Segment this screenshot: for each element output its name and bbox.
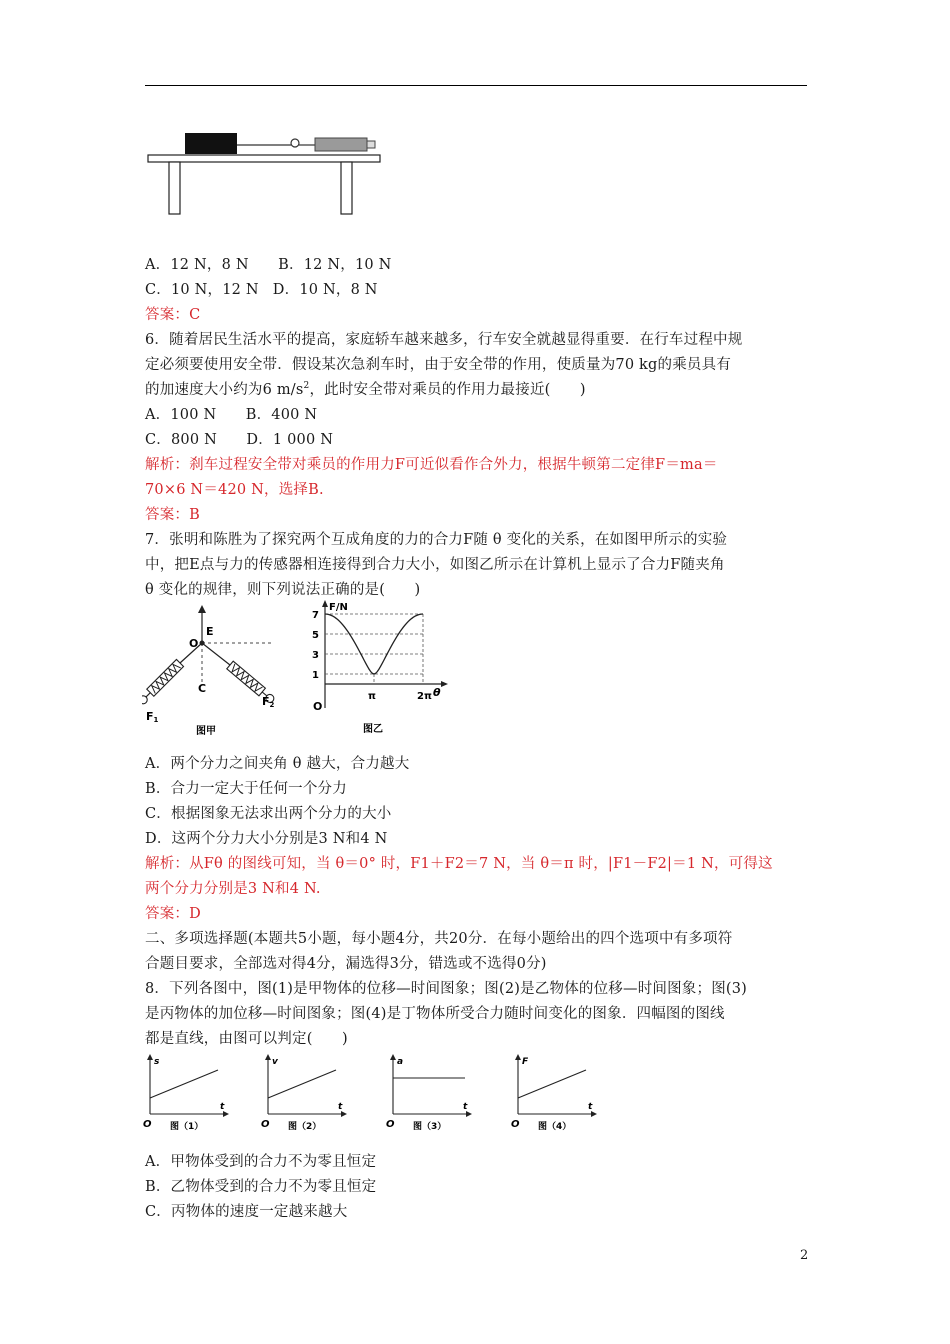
q6-stem-3-pre: 的加速度大小约为6 m/s xyxy=(145,382,304,398)
fig-jia-label-f2: F2 xyxy=(262,695,275,709)
q5-option-c: C．10 N，12 N xyxy=(145,282,259,298)
q5-answer: 答案：C xyxy=(145,307,201,323)
q8-graph-3-xlabel: t xyxy=(463,1102,468,1112)
q7-analysis-1: 解析：从Fθ 的图线可知，当 θ＝0° 时，F1＋F2＝7 N，当 θ＝π 时，|F1－F2|＝1 N，可得这 xyxy=(145,856,773,872)
q8-graph-4-caption: 图（4） xyxy=(538,1122,572,1132)
fig-jia-label-e: E xyxy=(206,625,214,638)
q8-graph-1-caption: 图（1） xyxy=(170,1122,204,1132)
table-block-spring-figure xyxy=(145,128,395,218)
fig-yi-caption: 图乙 xyxy=(363,724,383,735)
q6-analysis-2: 70×6 N＝420 N，选择B. xyxy=(145,482,324,498)
q7-option-d: D．这两个分力大小分别是3 N和4 N xyxy=(145,831,388,847)
q7-analysis-2: 两个分力分别是3 N和4 N. xyxy=(145,881,321,897)
q8-graph-3-ylabel: a xyxy=(397,1057,404,1067)
q8-graph-3-caption: 图（3） xyxy=(413,1122,447,1132)
q8-stem-1: 8．下列各图中，图(1)是甲物体的位移—时间图象；图(2)是乙物体的位移—时间图象；图(3) xyxy=(145,981,748,997)
q6-options-cd: C．800 N D．1 000 N xyxy=(145,432,334,448)
q6-stem-2: 定必须要使用安全带．假设某次急刹车时，由于安全带的作用，使质量为70 kg的乘员具有 xyxy=(145,357,732,373)
fig-yi-xtick-0: π xyxy=(368,691,376,702)
fig-yi-ytick-1: 1 xyxy=(312,670,319,681)
q8-graph-2-ylabel: v xyxy=(272,1057,278,1067)
figure-jia xyxy=(142,605,292,740)
q8-option-c: C．丙物体的速度一定越来越大 xyxy=(145,1204,348,1220)
q6-stem-1: 6．随着居民生活水平的提高，家庭轿车越来越多，行车安全就越显得重要．在行车过程中规 xyxy=(145,332,743,348)
q7-stem-1: 7．张明和陈胜为了探究两个互成角度的力的合力F随 θ 变化的关系，在如图甲所示的实验 xyxy=(145,532,728,548)
fig-jia-label-c: C xyxy=(198,682,207,695)
fig-yi-ylabel: F/N xyxy=(329,602,348,613)
q5-option-d: D．10 N，8 N xyxy=(272,282,378,298)
q5-options-cd xyxy=(145,278,378,299)
q7-option-b: B．合力一定大于任何一个分力 xyxy=(145,781,347,797)
page-number: 2 xyxy=(800,1248,809,1263)
q6-options-ab: A．100 N B．400 N xyxy=(145,407,318,423)
fig-yi-curve xyxy=(325,614,423,674)
q8-option-a: A．甲物体受到的合力不为零且恒定 xyxy=(145,1154,377,1170)
q8-graph-2 xyxy=(258,1052,358,1134)
q8-graph-2-origin: O xyxy=(261,1119,270,1130)
q7-stem-3: θ 变化的规律，则下列说法正确的是( ) xyxy=(145,582,421,598)
q8-graph-2-caption: 图（2） xyxy=(288,1122,322,1132)
q8-graph-4-ylabel: F xyxy=(522,1057,529,1067)
fig-yi-xtick-1: 2π xyxy=(417,691,432,702)
fig-yi-origin: O xyxy=(313,700,323,713)
fig-yi-yticks xyxy=(312,610,319,681)
fig-yi-ytick-5: 5 xyxy=(312,630,319,641)
section2-heading-2: 合题目要求，全部选对得4分，漏选得3分，错选或不选得0分) xyxy=(145,956,547,972)
q8-stem-3: 都是直线，由图可以判定( ) xyxy=(145,1031,348,1047)
fig-jia-label-o: O xyxy=(189,637,199,650)
fig-yi-ytick-7: 7 xyxy=(312,610,319,621)
q8-graph-2-xlabel: t xyxy=(338,1102,343,1112)
fig-jia-label-f1: F1 xyxy=(146,710,159,724)
q6-answer: 答案：B xyxy=(145,507,200,523)
q6-stem-3-post: ，此时安全带对乘员的作用力最接近( ) xyxy=(309,382,586,398)
figure-yi-chart xyxy=(305,598,455,738)
q8-graph-4-origin: O xyxy=(511,1119,520,1130)
q7-stem-2: 中，把E点与力的传感器相连接得到合力大小，如图乙所示在计算机上显示了合力F随夹角 xyxy=(145,557,725,573)
q7-option-a: A．两个分力之间夹角 θ 越大，合力越大 xyxy=(145,756,410,772)
q8-graph-1-origin: O xyxy=(143,1119,152,1130)
q8-graph-4 xyxy=(508,1052,608,1134)
q7-option-c: C．根据图象无法求出两个分力的大小 xyxy=(145,806,392,822)
q6-stem-3 xyxy=(145,378,586,399)
q7-answer: 答案：D xyxy=(145,906,201,922)
q6-analysis-1: 解析：刹车过程安全带对乘员的作用力F可近似看作合外力，根据牛顿第二定律F＝ma＝ xyxy=(145,457,718,473)
q8-option-b: B．乙物体受到的合力不为零且恒定 xyxy=(145,1179,377,1195)
q8-graph-1 xyxy=(140,1052,240,1134)
q8-graph-4-xlabel: t xyxy=(588,1102,593,1112)
q5-options-ab: A．12 N，8 N B．12 N，10 N xyxy=(145,257,392,273)
fig-jia-caption: 图甲 xyxy=(196,726,216,737)
fig-yi-xticks xyxy=(368,691,432,702)
section2-heading-1: 二、多项选择题(本题共5小题，每小题4分，共20分．在每小题给出的四个选项中有多项符 xyxy=(145,931,733,947)
q8-stem-2: 是丙物体的加位移—时间图象；图(4)是丁物体所受合力随时间变化的图象．四幅图的图线 xyxy=(145,1006,725,1022)
q8-graph-3-origin: O xyxy=(386,1119,395,1130)
fig-yi-ytick-3: 3 xyxy=(312,650,319,661)
q8-graph-1-ylabel: s xyxy=(154,1057,160,1067)
fig-yi-xlabel: θ xyxy=(433,686,441,699)
q6-stem-3-sup: 2 xyxy=(303,381,310,392)
header-rule xyxy=(145,85,807,86)
q8-graph-3 xyxy=(383,1052,483,1134)
q8-graph-1-xlabel: t xyxy=(220,1102,225,1112)
